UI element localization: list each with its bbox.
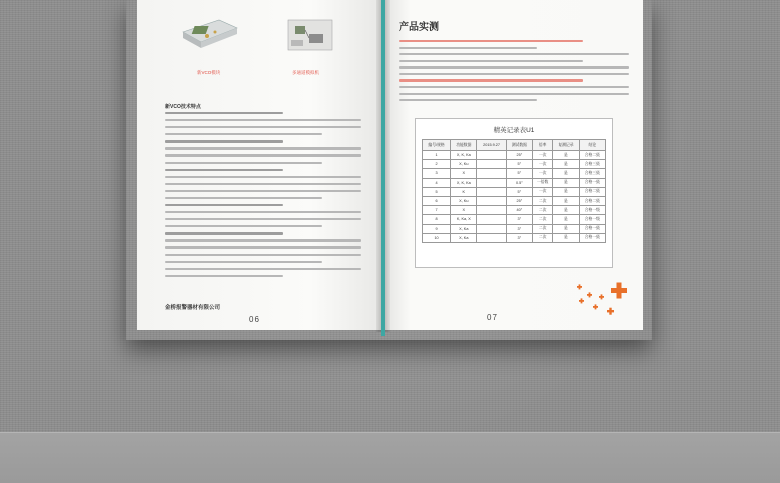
body-text-block: [165, 112, 361, 282]
table-cell: 合格三級: [579, 169, 605, 178]
table-header-cell: 功能数据: [451, 140, 477, 151]
table-header-cell: 编号/规格: [423, 140, 451, 151]
table-cell: [477, 169, 506, 178]
table-cell: 二次: [533, 206, 553, 215]
table-cell: X, K, Ka: [451, 151, 477, 160]
table-surface: [0, 432, 780, 483]
table-cell: 3: [423, 169, 451, 178]
table-title: 精英记录表U1: [493, 127, 535, 134]
table-cell: X, Ku: [451, 160, 477, 169]
product-photo-1: [179, 14, 239, 54]
table-cell: 合格一级: [579, 215, 605, 224]
table-header-cell: 2015.9.27: [477, 140, 506, 151]
table-row: [423, 196, 606, 205]
cover-edge: [381, 0, 385, 336]
table-cell: X: [451, 206, 477, 215]
table-cell: 1: [423, 151, 451, 160]
table-cell: 合格二級: [579, 196, 605, 205]
table-cell: 是: [553, 233, 579, 242]
table-row: [423, 178, 606, 187]
table-header-cell: 测试数据: [506, 140, 532, 151]
table-cell: [477, 224, 506, 233]
table-cell: X: [451, 169, 477, 178]
table-header-cell: 复测记录: [553, 140, 579, 151]
table-cell: 合格二級: [579, 151, 605, 160]
table-cell: 二次: [533, 215, 553, 224]
table-header-cell: 倍率: [533, 140, 553, 151]
table-row: [423, 224, 606, 233]
table-cell: X, K, Ka: [451, 178, 477, 187]
table-cell: 3°: [506, 224, 532, 233]
table-cell: K: [451, 187, 477, 196]
table-cell: 合格一級: [579, 178, 605, 187]
table-cell: 2: [423, 160, 451, 169]
table-row: [423, 187, 606, 196]
table-cell: 4: [423, 178, 451, 187]
table-row: [423, 151, 606, 160]
table-cell: 5°: [506, 169, 532, 178]
table-cell: 是: [553, 178, 579, 187]
table-cell: 是: [553, 187, 579, 196]
product-photo-2: [285, 16, 335, 56]
page-title: 产品实测: [399, 22, 439, 33]
table-cell: [477, 206, 506, 215]
table-cell: 二次: [533, 224, 553, 233]
data-table: [422, 139, 606, 243]
table-cell: 7: [423, 206, 451, 215]
table-cell: [477, 160, 506, 169]
table-cell: 是: [553, 215, 579, 224]
table-row: [423, 160, 606, 169]
table-cell: 25°: [506, 151, 532, 160]
table-cell: 5°: [506, 187, 532, 196]
table-cell: 是: [553, 169, 579, 178]
table-cell: 40°: [506, 206, 532, 215]
table-cell: 二次: [533, 233, 553, 242]
intro-text-block: [399, 40, 629, 106]
table-cell: 一次: [533, 187, 553, 196]
table-row: [423, 206, 606, 215]
table-cell: 一倍数: [533, 178, 553, 187]
page-number-left: 06: [249, 315, 260, 324]
section-title: 新VCO技术特点: [165, 104, 201, 110]
table-cell: K, Ka, X: [451, 215, 477, 224]
table-cell: [477, 233, 506, 242]
table-row: [423, 169, 606, 178]
table-cell: 合格一级: [579, 206, 605, 215]
footer-title: 金桥报警器材有限公司: [165, 305, 221, 311]
table-cell: 25°: [506, 196, 532, 205]
table-cell: 合格二級: [579, 187, 605, 196]
table-cell: 是: [553, 206, 579, 215]
right-page: [385, 0, 643, 330]
table-cell: [477, 151, 506, 160]
table-cell: 是: [553, 151, 579, 160]
table-header-cell: 结论: [579, 140, 605, 151]
product-caption-1: 新VCO模块: [197, 70, 221, 75]
table-cell: 5: [423, 187, 451, 196]
product-caption-2: 多通道模拟机: [292, 70, 319, 75]
page-number-right: 07: [487, 313, 498, 322]
table-cell: 是: [553, 224, 579, 233]
table-cell: 一次: [533, 151, 553, 160]
table-cell: 是: [553, 160, 579, 169]
table-cell: X, Ka: [451, 233, 477, 242]
table-cell: 10: [423, 233, 451, 242]
table-cell: 0.5°: [506, 178, 532, 187]
table-cell: 3°: [506, 233, 532, 242]
left-page: [137, 0, 385, 330]
table-cell: 3°: [506, 215, 532, 224]
table-cell: 6: [423, 196, 451, 205]
table-row: [423, 233, 606, 242]
table-cell: [477, 196, 506, 205]
data-table-card: [415, 118, 613, 268]
table-cell: 二次: [533, 196, 553, 205]
table-cell: 5°: [506, 160, 532, 169]
table-cell: 是: [553, 196, 579, 205]
table-cell: 合格一級: [579, 224, 605, 233]
table-cell: 8: [423, 215, 451, 224]
decorative-crosses: [575, 282, 635, 326]
table-row: [423, 215, 606, 224]
table-cell: [477, 215, 506, 224]
table-cell: 合格一級: [579, 233, 605, 242]
table-cell: 一次: [533, 169, 553, 178]
table-cell: [477, 178, 506, 187]
table-cell: X, Ka: [451, 224, 477, 233]
table-cell: X, Ku: [451, 196, 477, 205]
table-cell: 合格三級: [579, 160, 605, 169]
table-cell: 一次: [533, 160, 553, 169]
table-cell: 9: [423, 224, 451, 233]
table-cell: [477, 187, 506, 196]
